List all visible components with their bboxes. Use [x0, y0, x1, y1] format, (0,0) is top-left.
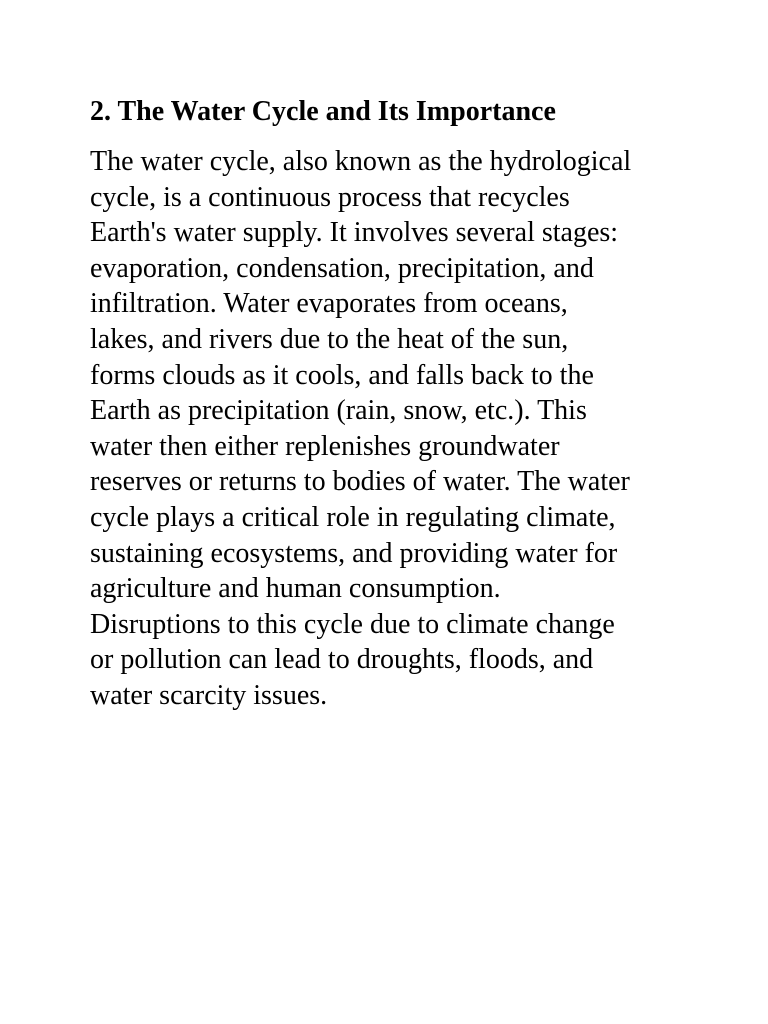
- paragraph-line: forms clouds as it cools, and falls back to the: [90, 359, 594, 391]
- paragraph-line: The water cycle, also known as the hydrological: [90, 146, 632, 177]
- paragraph-line: water scarcity issues.: [90, 679, 328, 711]
- paragraph-line: evaporation, condensation, precipitation, and: [90, 252, 594, 284]
- paragraph-line: water then either replenishes groundwater: [90, 430, 560, 462]
- paragraph-line: Earth's water supply. It involves several stages:: [90, 217, 619, 249]
- paragraph-line: cycle plays a critical role in regulating climate,: [90, 501, 616, 533]
- paragraph-line: sustaining ecosystems, and providing water for: [90, 537, 618, 569]
- paragraph-line: reserves or returns to bodies of water. The water: [90, 466, 630, 498]
- body-paragraph: [90, 144, 690, 714]
- paragraph-line: cycle, is a continuous process that recycles: [90, 181, 570, 213]
- paragraph-line: or pollution can lead to droughts, floods, and: [90, 644, 594, 676]
- paragraph-line: infiltration. Water evaporates from oceans,: [90, 288, 568, 320]
- section-heading: 2. The Water Cycle and Its Importance: [90, 96, 556, 127]
- document-page: [90, 94, 690, 714]
- paragraph-line: Disruptions to this cycle due to climate change: [90, 608, 615, 640]
- paragraph-line: Earth as precipitation (rain, snow, etc.). This: [90, 395, 587, 427]
- paragraph-line: lakes, and rivers due to the heat of the sun,: [90, 323, 569, 355]
- paragraph-line: agriculture and human consumption.: [90, 573, 501, 605]
